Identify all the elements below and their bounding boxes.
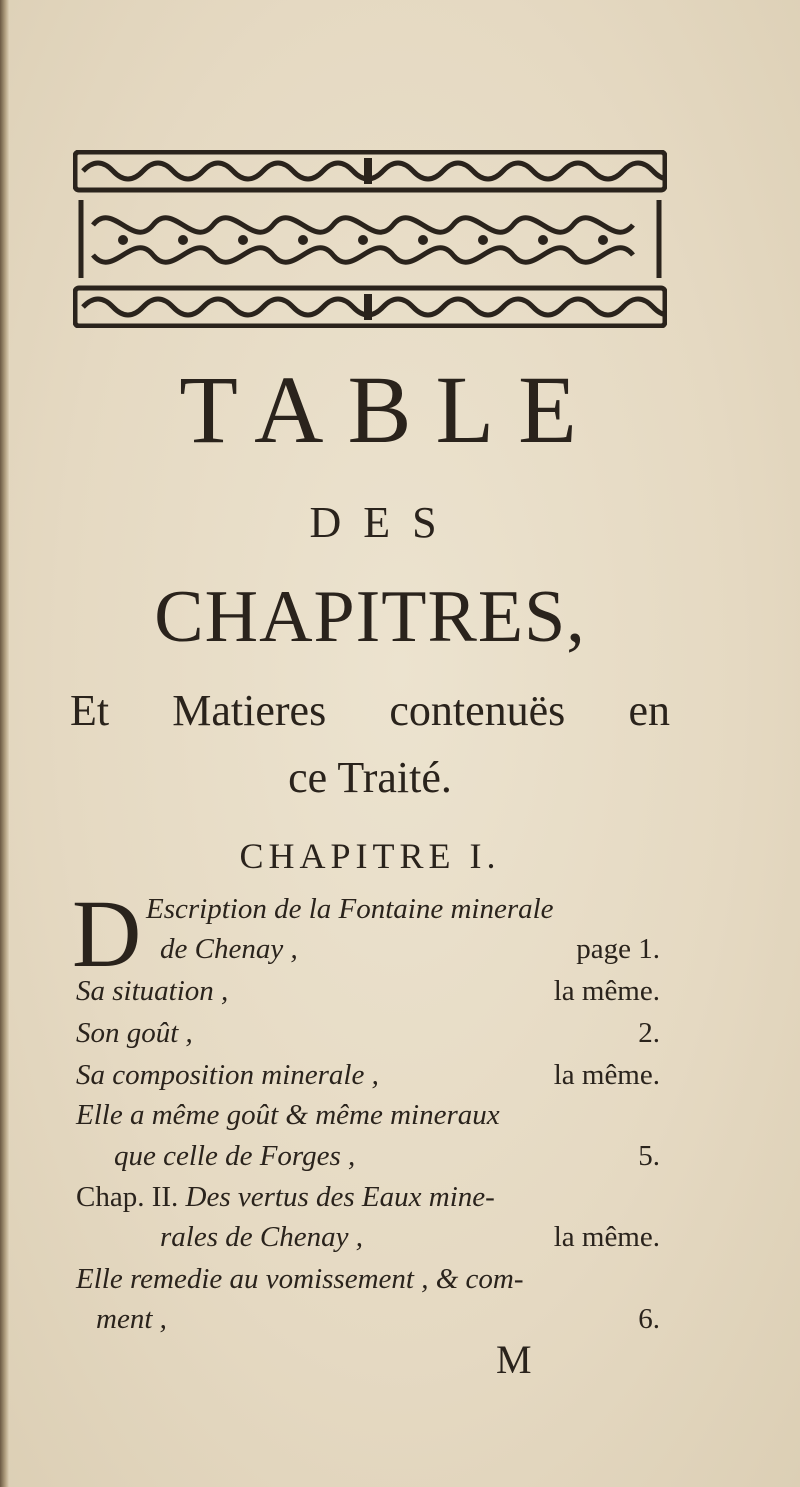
toc-entry-chapter: [76, 1178, 495, 1216]
toc-entry-text: Escription de la Fontaine minerale: [146, 893, 554, 925]
subtitle-line-2: ce Traité.: [288, 753, 452, 802]
toc-page-ref: la même.: [553, 1221, 660, 1253]
title-des: DES: [309, 498, 459, 547]
toc-entry-text: Elle a même goût & même mineraux: [76, 1099, 500, 1131]
toc-entry-text: Sa situation ,: [76, 975, 229, 1007]
toc-entry-text: Son goût ,: [76, 1017, 193, 1049]
chapter-label: Chap. II.: [76, 1181, 179, 1213]
subtitle-line-1: Et Matieres contenuës en: [70, 686, 670, 735]
toc-page-ref: 2.: [638, 1017, 660, 1049]
toc-entry-text: Sa composition minerale ,: [76, 1059, 379, 1091]
page-title: TABLE: [179, 356, 601, 463]
chapter-heading: CHAPITRE I.: [239, 836, 501, 876]
toc-page-ref: 5.: [638, 1140, 660, 1172]
toc-page-ref: la même.: [553, 1059, 660, 1091]
page-spine-shadow: [0, 0, 9, 1487]
toc-page-ref: 6.: [638, 1303, 660, 1335]
toc-entry-text: de Chenay ,: [160, 933, 298, 965]
title-chapitres: CHAPITRES,: [154, 576, 586, 658]
toc-page-ref: la même.: [553, 975, 660, 1007]
toc-entry-text: que celle de Forges ,: [114, 1140, 356, 1172]
decorative-headpiece: [73, 150, 667, 328]
drop-capital: D: [72, 880, 142, 987]
toc-entry-text: ment ,: [96, 1303, 167, 1335]
toc-entry-text: rales de Chenay ,: [160, 1221, 363, 1253]
toc-entry-text: Elle remedie au vomissement , & com-: [76, 1263, 524, 1295]
catchword: M: [496, 1337, 532, 1382]
toc-page-ref: page 1.: [576, 933, 660, 965]
toc-entry-text: Des vertus des Eaux mine-: [185, 1181, 495, 1213]
